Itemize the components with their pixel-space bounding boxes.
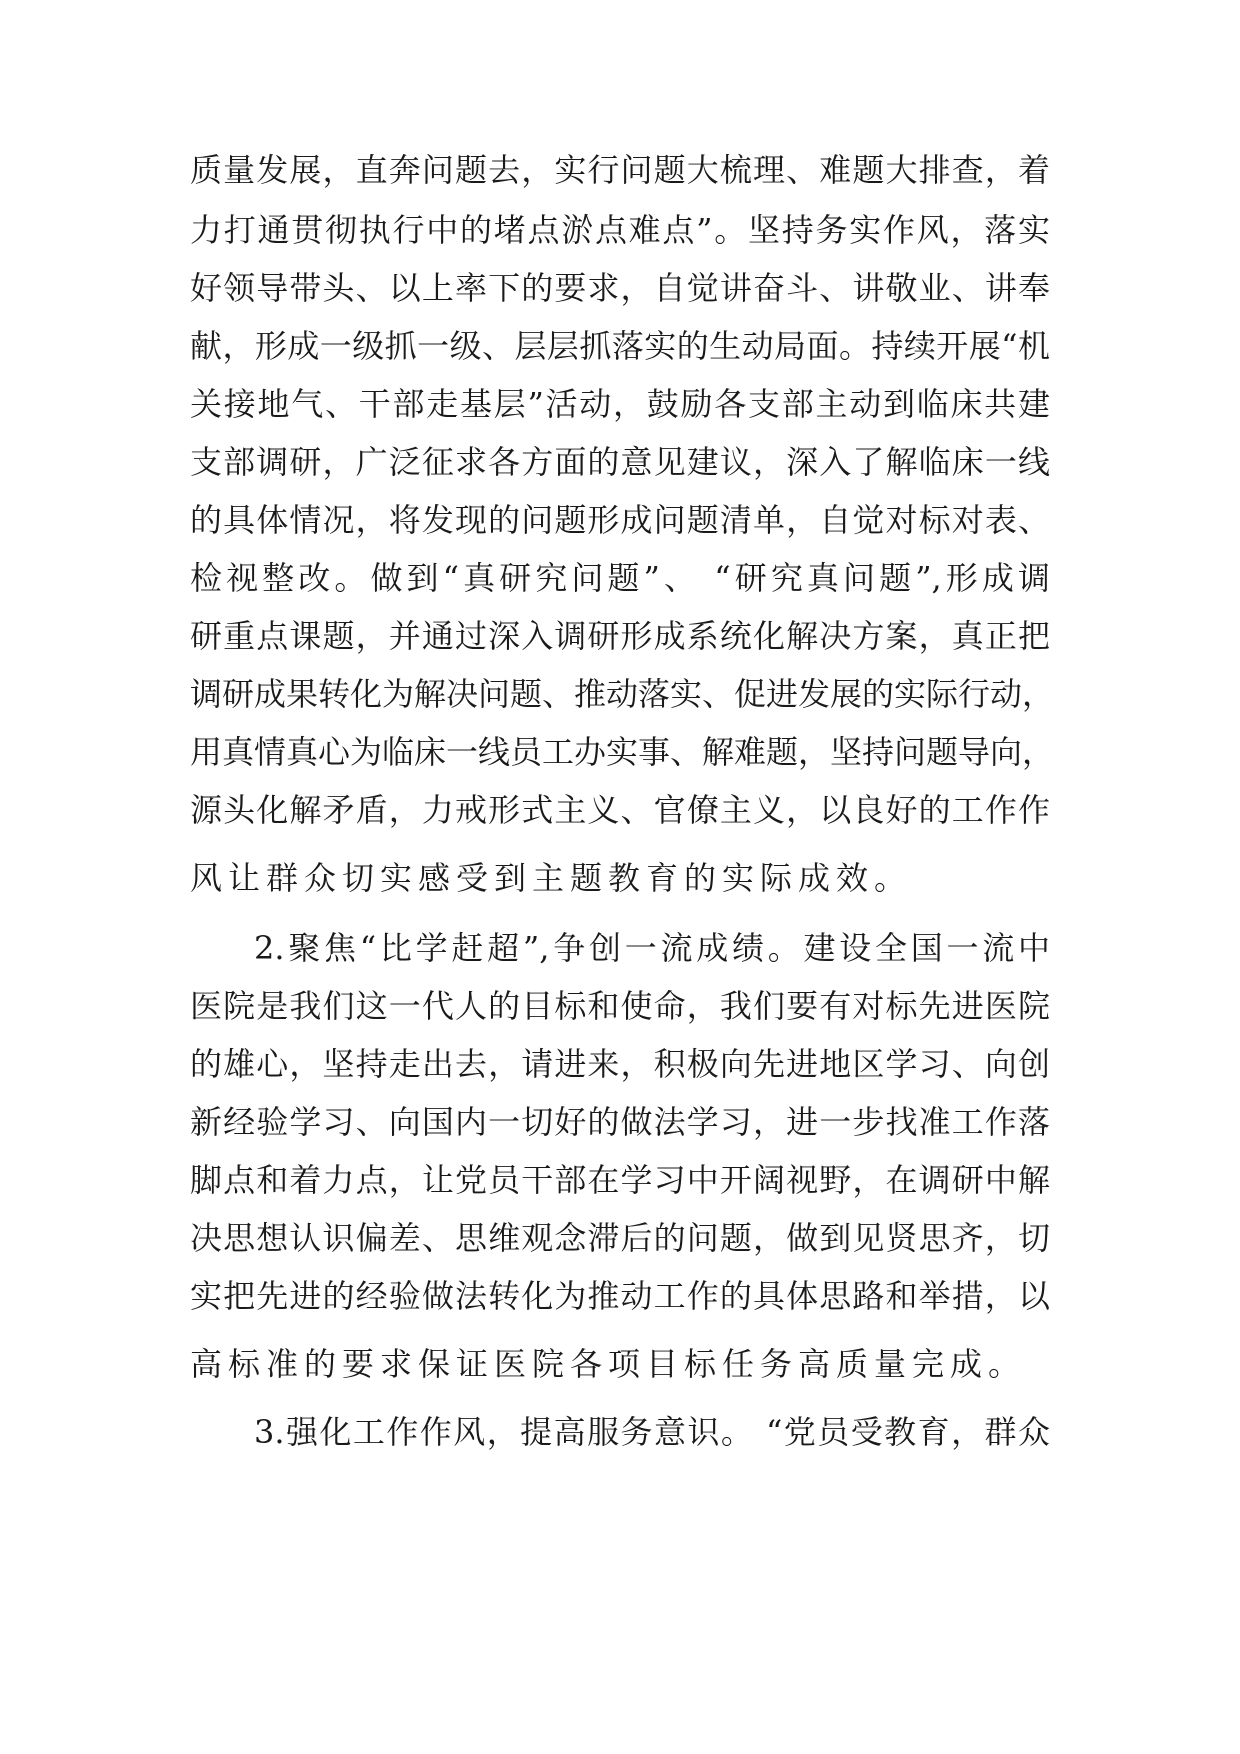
- text-line: 高标准的要求保证医院各项目标任务高质量完成。: [190, 1345, 1027, 1383]
- text-line: 的雄心，坚持走出去，请进来，积极向先进地区学习、向创: [190, 1045, 1050, 1083]
- text-line: 医院是我们这一代人的目标和使命，我们要有对标先进医院: [190, 987, 1050, 1025]
- text-line: 源头化解矛盾，力戒形式主义、官僚主义，以良好的工作作: [190, 791, 1050, 829]
- text-line: 检视整改。做到“真研究问题”、 “研究真问题”,形成调: [190, 559, 1050, 597]
- text-line: 好领导带头、以上率下的要求，自觉讲奋斗、讲敬业、讲奉: [190, 269, 1050, 307]
- text-line: 力打通贯彻执行中的堵点淤点难点”。坚持务实作风，落实: [190, 211, 1050, 249]
- paragraph-heading-2: 2.聚焦“比学赶超”,争创一流成绩。建设全国一流中: [254, 929, 1050, 967]
- paragraph-heading-3: 3.强化工作作风，提高服务意识。 “党员受教育，群众: [254, 1413, 1050, 1451]
- text-line: 关接地气、干部走基层”活动，鼓励各支部主动到临床共建: [190, 385, 1050, 423]
- text-line: 实把先进的经验做法转化为推动工作的具体思路和举措，以: [190, 1277, 1050, 1315]
- text-line: 用真情真心为临床一线员工办实事、解难题，坚持问题导向，: [190, 733, 1055, 771]
- text-line: 的具体情况，将发现的问题形成问题清单，自觉对标对表、: [190, 501, 1050, 539]
- text-line: 脚点和着力点，让党员干部在学习中开阔视野，在调研中解: [190, 1161, 1050, 1199]
- text-line: 研重点课题，并通过深入调研形成系统化解决方案，真正把: [190, 617, 1050, 655]
- text-line: 风让群众切实感受到主题教育的实际成效。: [190, 859, 913, 897]
- text-line: 新经验学习、向国内一切好的做法学习，进一步找准工作落: [190, 1103, 1050, 1141]
- text-line: 决思想认识偏差、思维观念滞后的问题，做到见贤思齐，切: [190, 1219, 1050, 1257]
- text-line: 献，形成一级抓一级、层层抓落实的生动局面。持续开展“机: [190, 327, 1050, 365]
- text-line: 支部调研，广泛征求各方面的意见建议，深入了解临床一线: [190, 443, 1050, 481]
- text-line: 调研成果转化为解决问题、推动落实、促进发展的实际行动，: [190, 675, 1055, 713]
- text-line: 质量发展，直奔问题去，实行问题大梳理、难题大排查，着: [190, 151, 1050, 189]
